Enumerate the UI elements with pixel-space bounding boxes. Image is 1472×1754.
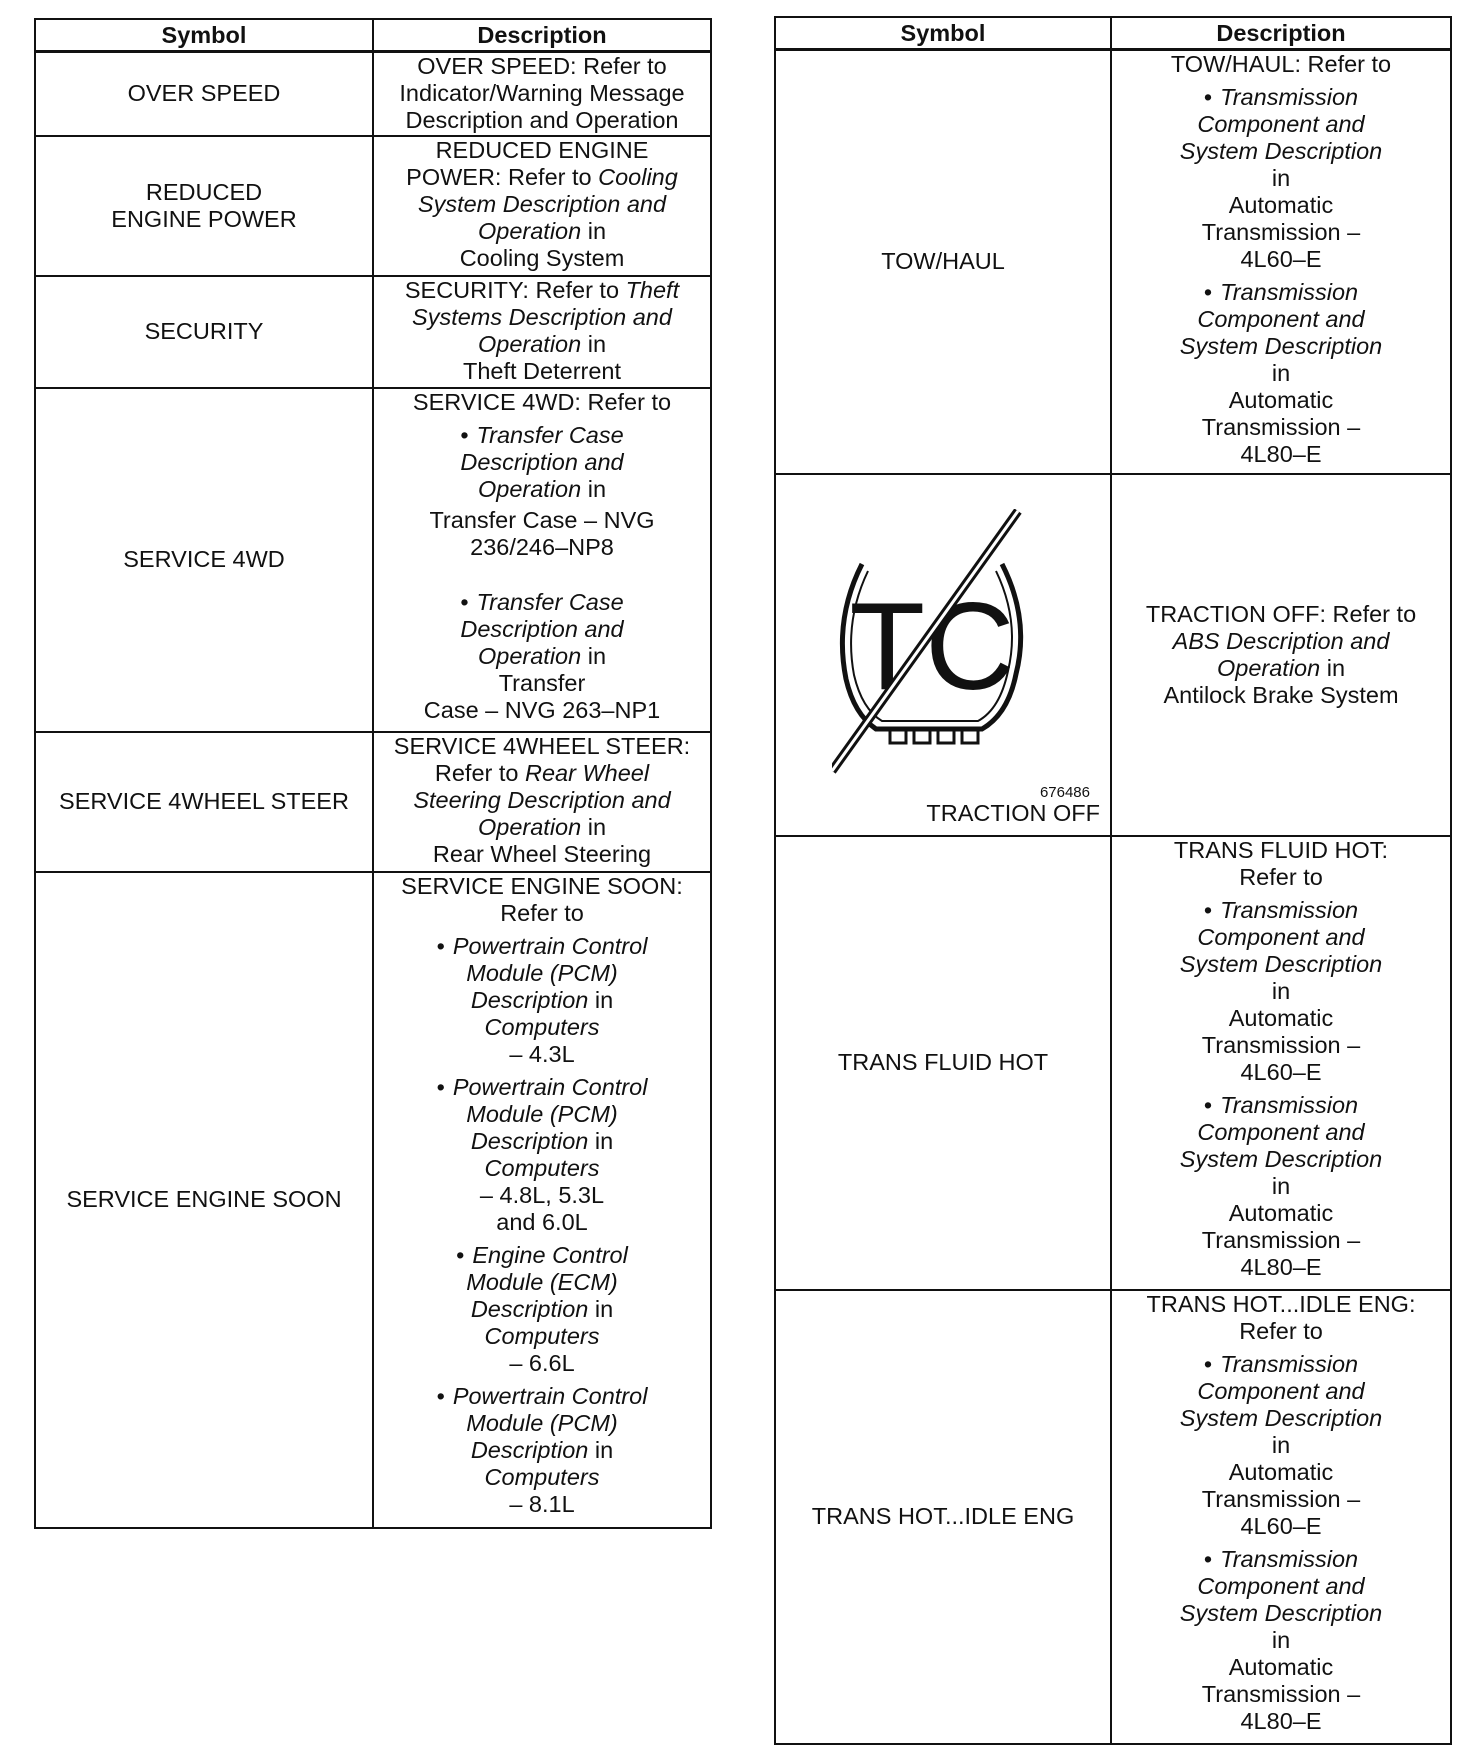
desc-line [374,218,710,245]
description-cell [1111,836,1451,1290]
desc-line: Transmission – [1201,219,1361,245]
description-cell [373,872,711,1528]
desc-line: Automatic [1228,1199,1334,1226]
bullet-icon: • [460,588,469,615]
desc-line: in [1271,1172,1291,1199]
desc-line [374,760,710,787]
symbol-header: Symbol [775,17,1111,50]
desc-text: in [581,217,607,244]
desc-ref: Systems Description and [412,303,672,330]
desc-ref-text: Transmission [1220,896,1359,923]
symbol-cell: SERVICE ENGINE SOON [35,872,373,1528]
desc-text: in [588,1295,614,1322]
desc-line: Transfer [498,669,586,696]
description-header: Description [1111,17,1451,50]
desc-ref [1112,84,1450,111]
desc-text: in [581,330,607,357]
desc-line: Refer to [1239,1317,1323,1344]
symbol-cell: SECURITY [35,276,373,388]
desc-ref: Description and [460,615,624,642]
desc-ref: ABS Description and [1172,627,1390,654]
desc-text: SECURITY: Refer to [404,276,626,303]
desc-ref-text: Transmission [1220,84,1359,110]
desc-line: Antilock Brake System [1163,681,1399,708]
desc-ref: Operation [477,813,582,840]
desc-line: Automatic [1228,1458,1334,1485]
desc-ref: Component and [1197,1572,1365,1599]
desc-line [1112,655,1450,682]
desc-ref: Description [470,1127,589,1154]
desc-ref-text: Transmission [1220,1545,1359,1572]
description-cell [373,732,711,872]
symbol-cell [775,474,1111,836]
bullet-icon: • [436,1073,445,1100]
left-symbol-table [34,18,712,1529]
desc-text: POWER: Refer to [406,163,599,190]
symbol-cell: SERVICE 4WD [35,388,373,732]
bullet-item [1112,279,1450,468]
desc-ref: Component and [1197,923,1365,950]
bullet-item [1112,1546,1450,1735]
desc-line: TRANS FLUID HOT: [1173,836,1389,863]
desc-ref-text: Powertrain Control [452,932,648,959]
desc-line [374,1128,710,1155]
desc-ref-text: Transmission [1220,1350,1359,1377]
desc-line: Transmission – [1201,1226,1361,1253]
table-row [35,872,711,1528]
bullet-icon: • [1203,1350,1213,1377]
description-cell [373,388,711,732]
desc-text: in [588,986,614,1013]
desc-ref: Theft [625,276,680,303]
desc-ref-text: Transfer Case [476,588,624,615]
symbol-cell: SERVICE 4WHEEL STEER [35,732,373,872]
desc-ref [1112,1092,1450,1119]
desc-line [374,1296,710,1323]
desc-ref: Rear Wheel [525,759,650,786]
bullet-item [1112,84,1450,273]
desc-ref: Description [470,1436,589,1463]
desc-line: Automatic [1228,192,1334,218]
desc-text: in [581,475,607,502]
bullet-item [374,422,710,561]
desc-ref: Steering Description and [413,786,671,813]
description-cell [1111,1290,1451,1744]
symbol-line: REDUCED [145,178,263,205]
table-row [35,732,711,872]
description-cell [373,52,711,136]
desc-line: – 8.1L [509,1490,575,1517]
symbol-line: ENGINE POWER [111,205,297,232]
desc-line: OVER SPEED: Refer to [417,53,667,79]
desc-line: in [1271,977,1291,1004]
description-cell [373,136,711,276]
desc-line: Automatic [1228,387,1334,413]
desc-ref: Operation [477,642,582,669]
desc-ref [1112,1546,1450,1573]
desc-ref [374,933,710,960]
bullet-icon: • [436,932,445,959]
desc-line [374,643,710,670]
table-row [35,52,711,136]
desc-line [374,277,710,304]
desc-line: Transmission – [1201,1680,1361,1707]
desc-ref-text: Engine Control [472,1241,628,1268]
desc-line: Refer to [500,899,584,926]
desc-ref: System Description [1179,950,1383,977]
table-row [775,836,1451,1290]
desc-line: in [1271,1431,1291,1458]
desc-ref: System Description [1179,1404,1383,1431]
symbol-header: Symbol [35,19,373,52]
desc-ref-text: Powertrain Control [452,1382,648,1409]
header-row [35,19,711,52]
desc-ref [1112,897,1450,924]
traction-off-figure [776,475,1110,826]
desc-ref: System Description [1179,138,1383,164]
desc-line: Automatic [1228,1653,1334,1680]
desc-line: SERVICE ENGINE SOON: [401,872,683,899]
desc-line: – 6.6L [509,1349,575,1376]
desc-text: in [1320,654,1346,681]
desc-line: Theft Deterrent [462,357,622,384]
desc-ref: Computers [484,1013,600,1040]
desc-ref: Operation [1216,654,1321,681]
desc-ref: Component and [1197,1118,1365,1145]
symbol-caption: TRACTION OFF [926,799,1100,826]
desc-line: Case – NVG 263–NP1 [423,696,661,723]
bullet-item [374,933,710,1068]
desc-ref-text: Powertrain Control [452,1073,648,1100]
desc-ref: Computers [484,1154,600,1181]
description-cell [373,276,711,388]
desc-ref: Operation [477,475,582,502]
desc-text: Refer to [434,759,526,786]
desc-ref-text: Transmission [1220,1091,1359,1118]
desc-line: Transmission – [1201,414,1361,440]
table-row [35,388,711,732]
desc-ref [1112,279,1450,306]
bullet-icon: • [1203,84,1213,110]
bullet-item [1112,1351,1450,1540]
desc-text: in [581,642,607,669]
desc-line [374,814,710,841]
bullet-icon: • [436,1382,445,1409]
desc-line: in [1271,360,1291,386]
desc-ref: Cooling [598,163,678,190]
desc-line: Refer to [1239,863,1323,890]
description-cell [1111,474,1451,836]
desc-ref [374,1383,710,1410]
bullet-icon: • [460,421,469,448]
desc-line: SERVICE 4WHEEL STEER: [393,732,691,759]
desc-ref: Component and [1197,306,1365,332]
desc-line: 4L80–E [1240,441,1322,467]
desc-ref-text: Transmission [1220,279,1359,305]
desc-text: in [581,813,607,840]
desc-line: 4L60–E [1240,1512,1322,1539]
desc-line: – 4.3L [509,1040,575,1067]
desc-ref: Module (PCM) [466,959,618,986]
desc-line [374,476,710,503]
table-row [775,50,1451,474]
table-row [35,276,711,388]
desc-ref: Description and [460,448,624,475]
desc-ref: Computers [484,1322,600,1349]
desc-line: Rear Wheel Steering [432,840,652,867]
desc-ref: Computers [484,1463,600,1490]
desc-line: Transmission – [1201,1031,1361,1058]
desc-ref: System Description and [417,190,667,217]
desc-line: TRANS HOT...IDLE ENG: [1146,1290,1416,1317]
desc-line: – 4.8L, 5.3L [479,1181,605,1208]
desc-ref: Component and [1197,111,1365,137]
traction-off-icon [832,509,1042,779]
desc-ref: Component and [1197,1377,1365,1404]
desc-ref: System Description [1179,333,1383,359]
bullet-icon: • [456,1241,465,1268]
figure-number: 676486 [1039,783,1090,801]
description-cell [1111,50,1451,474]
desc-line: and 6.0L [496,1208,588,1235]
bullet-item [374,589,710,724]
desc-line: Cooling System [459,244,625,271]
desc-ref: Module (PCM) [466,1409,618,1436]
desc-ref: System Description [1179,1145,1383,1172]
desc-line: 4L80–E [1240,1707,1322,1734]
desc-ref: Operation [477,217,582,244]
table-row [775,474,1451,836]
symbol-cell: TRANS HOT...IDLE ENG [775,1290,1111,1744]
bullet-item [374,1383,710,1518]
desc-line [374,1437,710,1464]
table-row [35,136,711,276]
symbol-cell: TRANS FLUID HOT [775,836,1111,1290]
desc-line [374,331,710,358]
table-row [775,1290,1451,1744]
desc-ref: Module (ECM) [466,1268,618,1295]
desc-ref: Description [470,986,589,1013]
bullet-icon: • [1203,1091,1213,1118]
desc-line: TRACTION OFF: Refer to [1145,600,1417,627]
right-symbol-table [774,16,1452,1745]
bullet-icon: • [1203,279,1213,305]
desc-text: in [588,1436,614,1463]
desc-ref [1112,1351,1450,1378]
symbol-cell [35,136,373,276]
desc-line: Automatic [1228,1004,1334,1031]
bullet-item [1112,897,1450,1086]
bullet-icon: • [1203,896,1213,923]
desc-ref: System Description [1179,1599,1383,1626]
desc-line [374,164,710,191]
desc-ref-text: Transfer Case [476,421,624,448]
desc-line: 4L60–E [1240,246,1322,272]
desc-ref [374,1074,710,1101]
desc-line: Transfer Case – NVG [429,506,655,533]
header-row [775,17,1451,50]
desc-text: in [588,1127,614,1154]
bullet-icon: • [1203,1545,1213,1572]
desc-line: 4L80–E [1240,1253,1322,1280]
desc-line: in [1271,165,1291,191]
tc-letters: TC [849,577,1015,716]
bullet-item [374,1074,710,1236]
bullet-item [374,1242,710,1377]
desc-ref [374,1242,710,1269]
symbol-cell: TOW/HAUL [775,50,1111,474]
desc-line: 236/246–NP8 [470,533,614,560]
desc-ref: Module (PCM) [466,1100,618,1127]
desc-ref: Operation [477,330,582,357]
desc-line: Indicator/Warning Message [399,80,685,106]
desc-line: Transmission – [1201,1485,1361,1512]
symbol-cell: OVER SPEED [35,52,373,136]
desc-line: SERVICE 4WD: Refer to [412,388,672,415]
desc-line: REDUCED ENGINE [435,136,649,163]
desc-line [374,987,710,1014]
desc-ref [374,589,710,616]
desc-line: in [1271,1626,1291,1653]
desc-ref [374,422,710,449]
desc-line: Description and Operation [405,107,679,133]
bullet-item [1112,1092,1450,1281]
desc-ref: Description [470,1295,589,1322]
desc-line: 4L60–E [1240,1058,1322,1085]
description-header: Description [373,19,711,52]
desc-line: TOW/HAUL: Refer to [1170,51,1392,77]
